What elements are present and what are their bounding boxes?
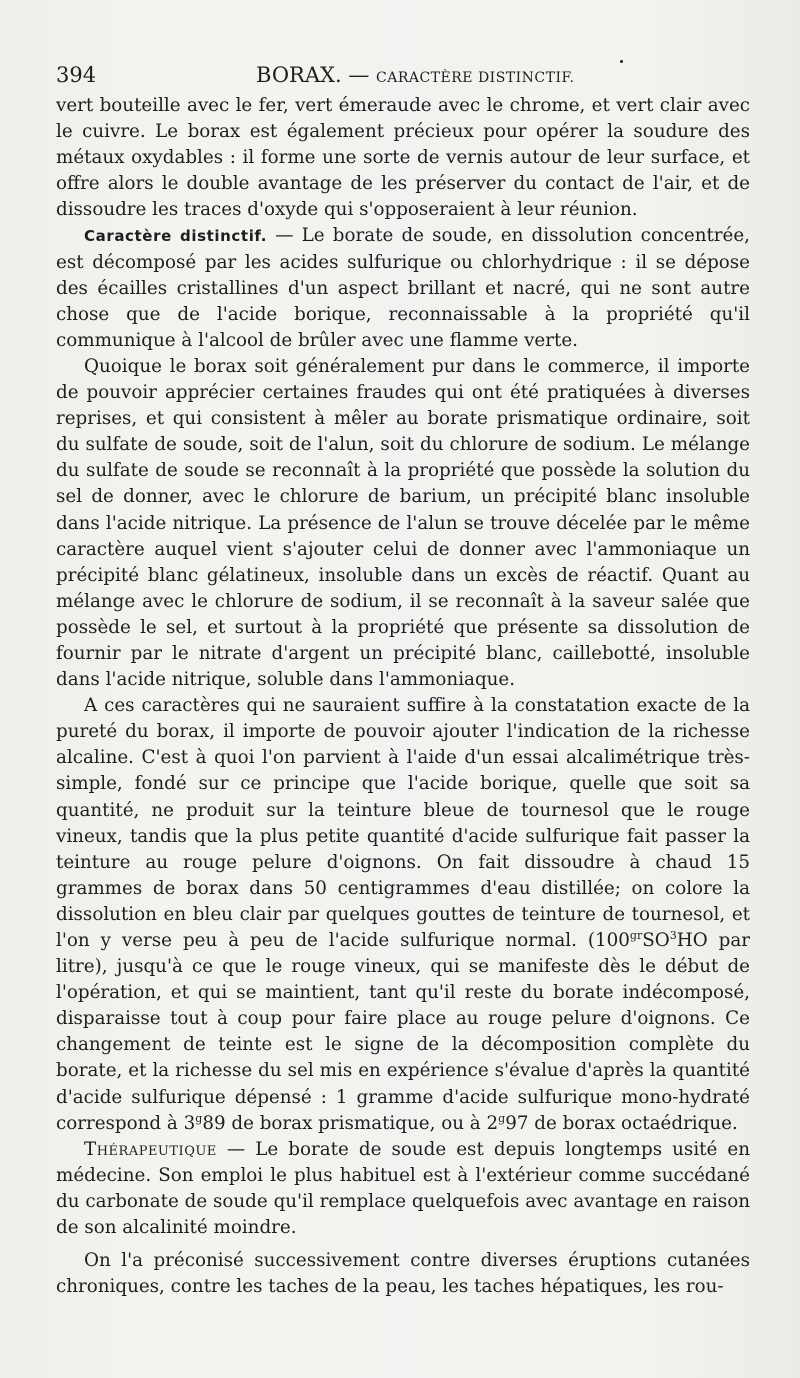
paragraph-4-part-d: 89 de borax prismatique, ou à 2: [202, 1112, 499, 1134]
running-title-main: BORAX. —: [256, 63, 376, 87]
unit-superscript: g: [498, 1111, 506, 1125]
running-title-section: CARACTÈRE DISTINCTIF.: [376, 70, 575, 86]
paragraph-5-body: — Le borate de soude est depuis longtemps usité en médecine. Son emploi le plus habituel est à l'extérieur comme succédané du carbonate de soude qu'il remplace quelquefois avec avantage en raison de son alcalinité moindre.: [56, 1138, 750, 1239]
running-head: [56, 60, 756, 90]
unit-superscript: g: [195, 1111, 203, 1125]
paragraph-4-part-a: A ces caractères qui ne sauraient suffire à la constatation exacte de la pureté du borax, il importe de pouvoir ajouter l'indication de la richesse alcaline. C'est à quoi l'on parvient à l'aide d'un essai alcalimétrique très-simple, fondé sur ce principe que l'acide borique, quelle que soit sa quantité, ne produit sur la teinture bleue de tournesol que le rouge vineux, tandis que la plus petite quantité d'acide sulfurique fait passer la teinture au rouge pelure d'oignons. On fait dissoudre à chaud 15 grammes de borax dans 50 centigrammes d'eau distillée; on colore la dissolution en bleu clair par quelques gouttes de teinture de tournesol, et l'on y verse peu à peu de l'acide sulfurique normal. (100: [56, 695, 750, 951]
section-heading-caractere: Caractère distinctif.: [84, 227, 268, 246]
paragraph-2: [56, 223, 750, 353]
running-title: [256, 60, 574, 93]
paragraph-2-body: — Le borate de soude, en dissolution concentrée, est décomposé par les acides sulfurique ou chlorhydrique : il se dépose des écailles cristallines d'un aspect brillant et nacré, qui ne sont autre chose que de l'acide borique, reconnaissable à la propriété qu'il communique à l'alcool de brûler avec une flamme verte.: [56, 225, 750, 351]
paragraph-4: [56, 693, 750, 1137]
paragraph-4-part-e: 97 de borax octaédrique.: [505, 1112, 738, 1134]
paragraph-4-part-c: HO par litre), jusqu'à ce que le rouge vineux, qui se manifeste dès le début de l'opération, et qui se maintient, tant qu'il reste du borate indécomposé, disparaisse tout à coup pour faire place au rouge pelure d'oignons. Ce changement de teinte est le signe de la décomposition complète du borate, et la richesse du sel mis en expérience s'évalue d'après la quantité d'acide sulfurique dépensé : 1 gramme d'acide sulfurique mono-hydraté correspond à 3: [56, 930, 750, 1134]
print-speck: [620, 60, 623, 63]
page-number: 394: [56, 63, 97, 87]
paragraph-5: [56, 1137, 750, 1241]
section-heading-therapeutique: Thérapeutique: [84, 1138, 217, 1160]
paragraph-3: Quoique le borax soit généralement pur dans le commerce, il importe de pouvoir apprécier certaines fraudes qui ont été pratiquées à diverses reprises, et qui consistent à mêler au borate prismatique ordinaire, soit du sulfate de soude, soit de l'alun, soit du chlorure de sodium. Le mélange du sulfate de soude se reconnaît à la propriété que possède la solution du sel de donner, avec le chlorure de barium, un précipité blanc insoluble dans l'acide nitrique. La présence de l'alun se trouve décelée par le même caractère auquel vient s'ajouter celui de donner avec l'ammoniaque un précipité blanc gélatineux, insoluble dans un excès de réactif. Quant au mélange avec le chlorure de sodium, il se reconnaît à la saveur salée que possède le sel, et surtout à la propriété que présente sa dissolution de fournir par le nitrate d'argent un précipité blanc, caillebotté, insoluble dans l'acide nitrique, soluble dans l'ammoniaque.: [56, 355, 750, 691]
paragraph-6: On l'a préconisé successivement contre diverses éruptions cutanées chroniques, contre les taches de la peau, les taches hépatiques, les rou-: [56, 1250, 750, 1298]
paragraph-4-part-b: SO: [642, 930, 670, 951]
unit-superscript: gr: [629, 928, 643, 942]
body-text: [56, 93, 750, 1300]
paragraph-1: vert bouteille avec le fer, vert émeraude avec le chrome, et vert clair avec le cuivre. Le borax est également précieux pour opérer la soudure des métaux oxydables : il forme une sorte de vernis autour de leur surface, et offre alors le double avantage de les préserver du contact de l'air, et de dissoudre les traces d'oxyde qui s'opposeraient à leur réunion.: [56, 95, 750, 221]
formula-superscript: 3: [669, 928, 677, 942]
